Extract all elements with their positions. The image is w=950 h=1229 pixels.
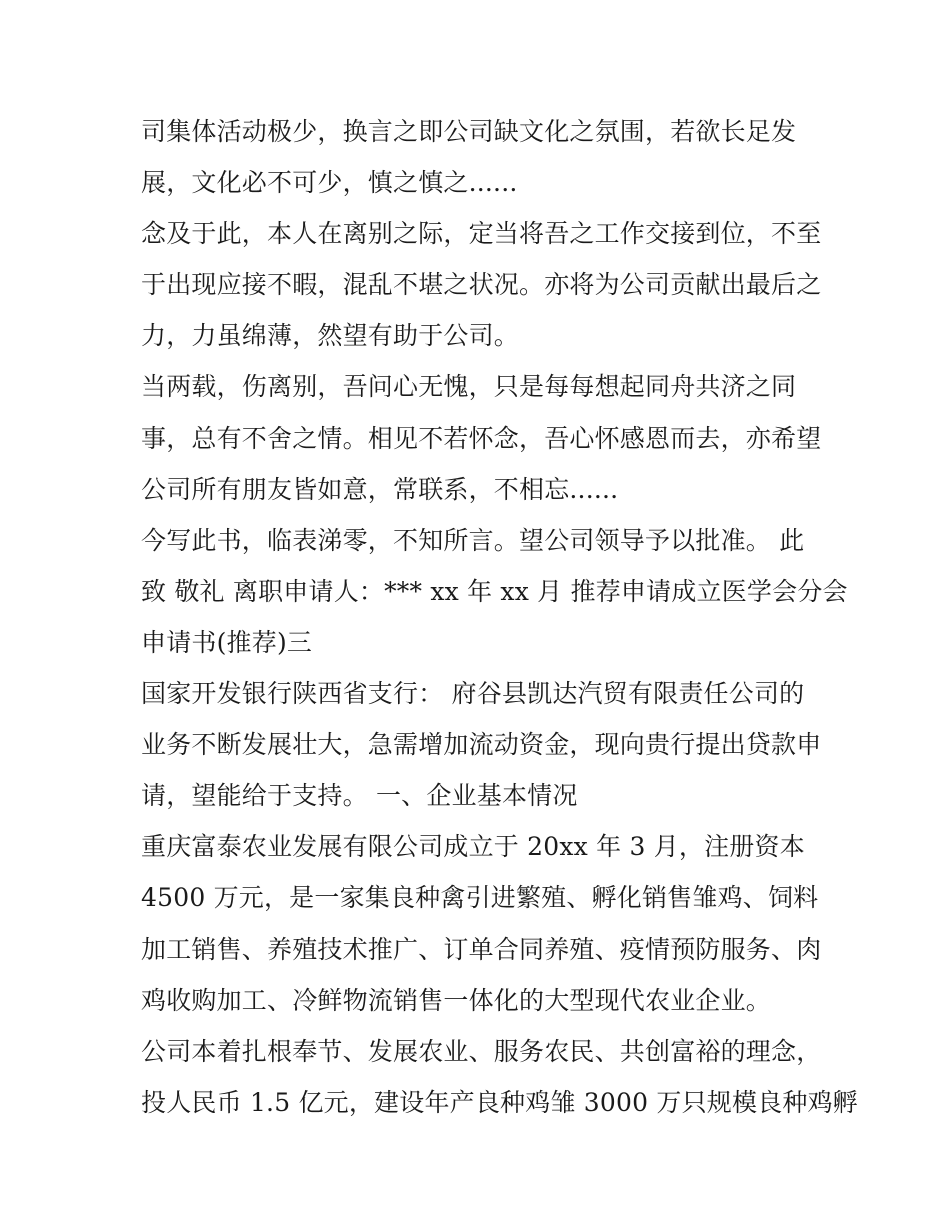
text-line: 司集体活动极少，换言之即公司缺文化之氛围，若欲长足发 <box>141 117 797 146</box>
text-line: 念及于此，本人在离别之际，定当将吾之工作交接到位，不至 <box>141 219 822 249</box>
text-line: 于出现应接不暇，混乱不堪之状况。亦将为公司贡献出最后之 <box>141 270 822 300</box>
text-line: 当两载，伤离别，吾问心无愧，只是每每想起同舟共济之同 <box>141 372 797 402</box>
text-line: 申请书(推荐)三 <box>141 627 313 657</box>
text-line: 业务不断发展壮大，急需增加流动资金，现向贵行提出贷款申 <box>141 730 822 760</box>
text-line: 国家开发银行陕西省支行： 府谷县凯达汽贸有限责任公司的 <box>141 679 805 709</box>
text-line: 鸡收购加工、冷鲜物流销售一体化的大型现代农业企业。 <box>141 985 772 1015</box>
text-line: 重庆富泰农业发展有限公司成立于 20xx 年 3 月，注册资本 <box>141 832 805 862</box>
text-line: 公司所有朋友皆如意，常联系，不相忘...... <box>141 474 619 504</box>
document-body <box>141 106 858 1128</box>
text-line: 展，文化必不可少，慎之慎之...... <box>141 168 518 198</box>
text-line: 4500 万元，是一家集良种禽引进繁殖、孵化销售雏鸡、饲料 <box>141 883 819 913</box>
text-line: 投人民币 1.5 亿元，建设年产良种鸡雏 3000 万只规模良种鸡孵 <box>141 1087 858 1117</box>
text-line: 公司本着扎根奉节、发展农业、服务农民、共创富裕的理念， <box>141 1036 822 1066</box>
text-line: 事，总有不舍之情。相见不若怀念，吾心怀感恩而去，亦希望 <box>141 423 822 453</box>
text-line: 力，力虽绵薄，然望有助于公司。 <box>141 321 520 351</box>
text-line: 致 敬礼 离职申请人：*** xx 年 xx 月 推荐申请成立医学会分会 <box>141 576 848 606</box>
text-line: 今写此书，临表涕零，不知所言。望公司领导予以批准。 此 <box>141 525 805 555</box>
text-line: 请，望能给于支持。 一、企业基本情况 <box>141 781 578 811</box>
text-line: 加工销售、养殖技术推广、订单合同养殖、疫情预防服务、肉 <box>141 934 822 964</box>
